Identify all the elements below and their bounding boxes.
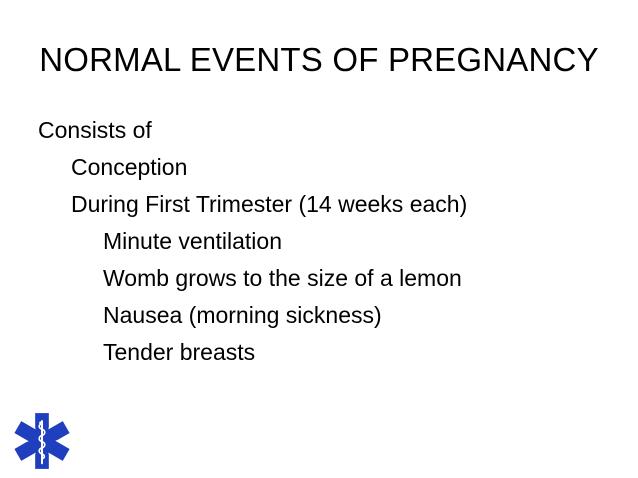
- slide-title: NORMAL EVENTS OF PREGNANCY: [39, 41, 599, 78]
- bullet-consists-of: Consists of: [38, 117, 152, 143]
- bullet-list: [38, 112, 467, 371]
- star-of-life-icon: [11, 410, 73, 472]
- bullet-minute-ventilation: Minute ventilation: [103, 228, 282, 254]
- bullet-tender-breasts: Tender breasts: [103, 339, 256, 365]
- bullet-womb-grows: Womb grows to the size of a lemon: [103, 265, 462, 291]
- bullet-nausea: Nausea (morning sickness): [103, 302, 382, 328]
- bullet-first-trimester: During First Trimester (14 weeks each): [71, 191, 468, 217]
- bullet-conception: Conception: [71, 154, 188, 180]
